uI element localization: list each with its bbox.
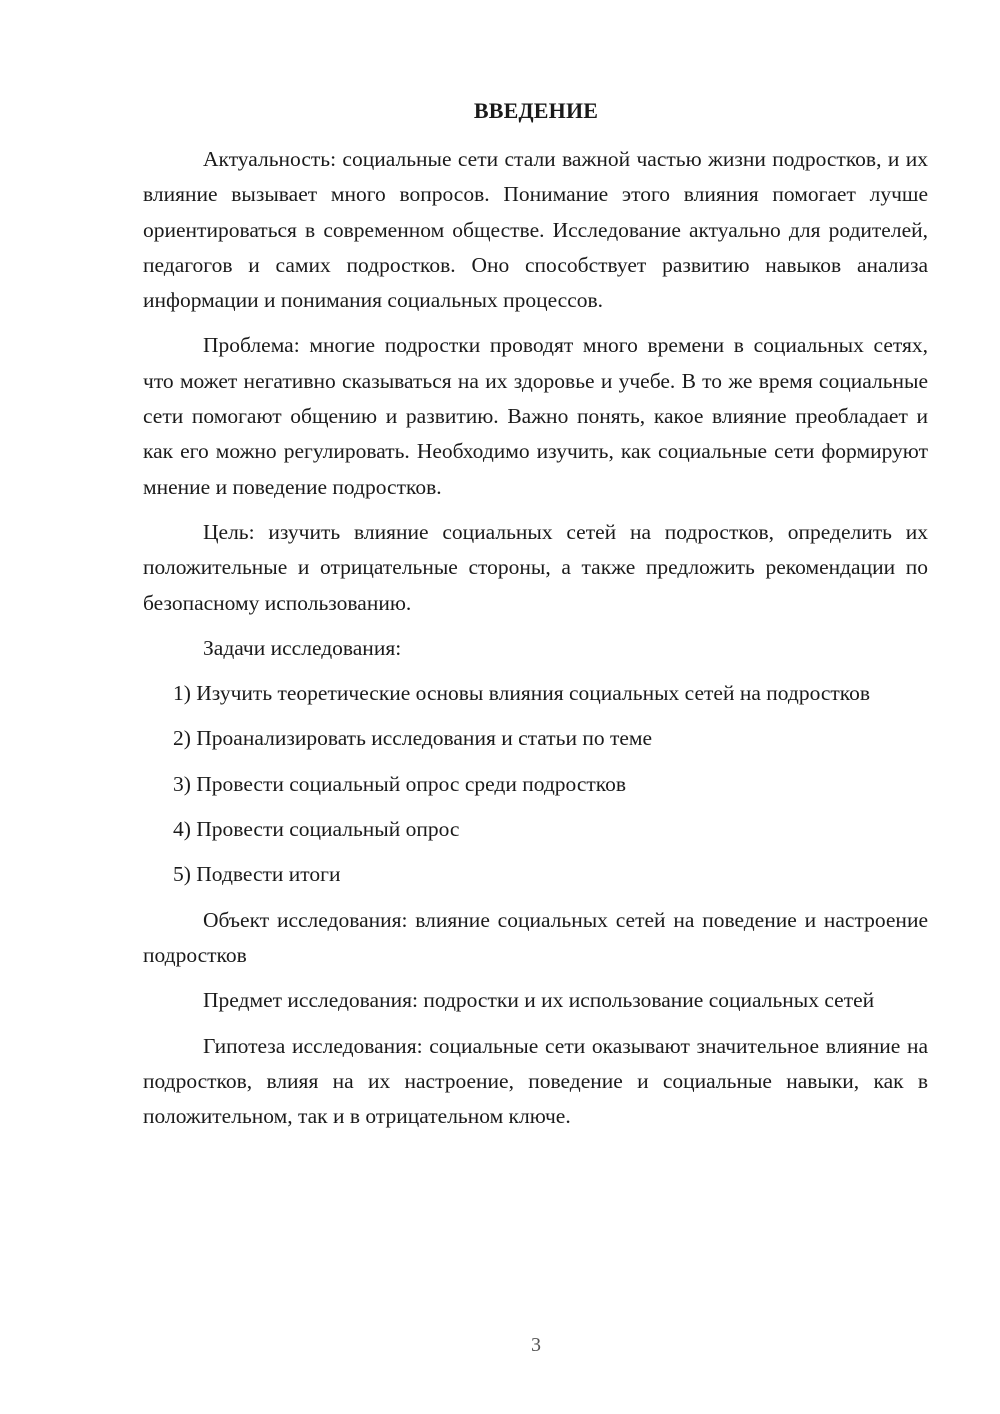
subject-paragraph: Предмет исследования: подростки и их использование социальных сетей	[203, 988, 875, 1013]
page-number: 3	[531, 1334, 541, 1356]
problem-paragraph: Проблема: многие подростки проводят много времени в социальных сетях, что может негативно сказываться на их здоровье и учебе. В то же время социальные сети помогают общению и развитию. Важно понять, какое влияние преобладает и как его можно регулировать. Необходимо изучить, как социальные сети формируют мнение и поведение подростков.	[143, 333, 928, 499]
list-item: 2) Проанализировать исследования и статьи по теме	[173, 726, 653, 751]
hypothesis-paragraph: Гипотеза исследования: социальные сети оказывают значительное влияние на подростков, влияя на их настроение, поведение и социальные навыки, как в положительном, так и в отрицательном ключе.	[143, 1033, 928, 1129]
list-item: 5) Подвести итоги	[173, 862, 341, 887]
page-title: ВВЕДЕНИЕ	[473, 98, 599, 123]
relevance-paragraph: Актуальность: социальные сети стали важной частью жизни подростков, и их влияние вызывает много вопросов. Понимание этого влияния помогает лучше ориентироваться в современном обществе. Исследование актуально для родителей, педагогов и самих подростков. Оно способствует развитию навыков анализа информации и понимания социальных процессов.	[143, 147, 928, 313]
goal-paragraph: Цель: изучить влияние социальных сетей на подростков, определить их положительные и отрицательные стороны, а также предложить рекомендации по безопасному использованию.	[143, 519, 928, 615]
list-item: 4) Провести социальный опрос	[173, 817, 460, 842]
document-body	[143, 142, 928, 1144]
object-paragraph: Объект исследования: влияние социальных сетей на поведение и настроение подростков	[143, 907, 928, 967]
list-item: 1) Изучить теоретические основы влияния социальных сетей на подростков	[173, 681, 871, 706]
tasks-list	[143, 676, 928, 892]
tasks-heading: Задачи исследования:	[203, 635, 402, 660]
list-item: 3) Провести социальный опрос среди подростков	[173, 771, 627, 796]
